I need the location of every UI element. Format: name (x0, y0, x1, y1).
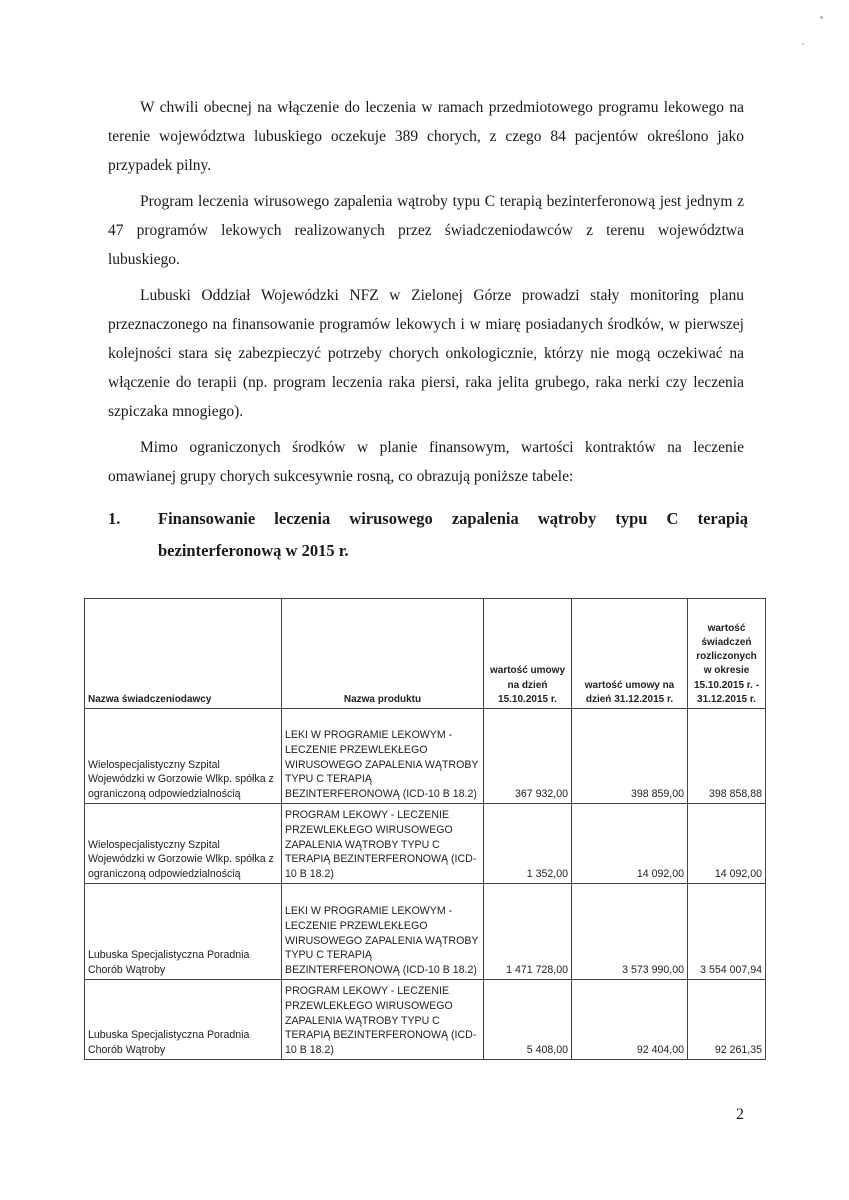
cell-product: LEKI W PROGRAMIE LEKOWYM - LECZENIE PRZEWLEKŁEGO WIRUSOWEGO ZAPALENIA WĄTROBY TYPU C TERAPIĄ BEZINTERFERONOWĄ (ICD-10 B 18.2) (282, 884, 484, 980)
scan-speck (820, 16, 823, 19)
section-title: Finansowanie leczenia wirusowego zapalenia wątroby typu C terapią bezinterferonową w 2015 r. (158, 509, 748, 560)
paragraph: Program leczenia wirusowego zapalenia wątroby typu C terapią bezinterferonową jest jednym z 47 programów lekowych realizowanych przez świadczeniodawców z terenu województwa lubuskiego. (108, 193, 744, 268)
paragraph: W chwili obecnej na włączenie do leczenia w ramach przedmiotowego programu lekowego na terenie województwa lubuskiego oczekuje 389 chorych, z czego 84 pacjentów określono jako przypadek pilny. (108, 99, 744, 174)
body-text (108, 93, 744, 498)
paragraph: Lubuski Oddział Wojewódzki NFZ w Zielonej Górze prowadzi stały monitoring planu przeznaczonego na finansowanie programów lekowych i w miarę posiadanych środków, w pierwszej kolejności stara się zabezpieczyć potrzeby chorych onkologicznie, którzy nie mogą oczekiwać na włączenie do terapii (np. program leczenia raka piersi, raka jelita grubego, raka nerki czy leczenia szpiczaka mnogiego). (108, 287, 744, 420)
table-row (85, 804, 766, 884)
cell-settled: 398 858,88 (688, 709, 766, 804)
table-row (85, 980, 766, 1060)
cell-provider: Wielospecjalistyczny Szpital Wojewódzki w Gorzowie Wlkp. spółka z ograniczoną odpowiedzialnością (85, 709, 282, 804)
header-settled: wartość świadczeń rozliczonych w okresie 15.10.2015 r. - 31.12.2015 r. (688, 599, 766, 709)
section-heading (108, 503, 748, 567)
cell-value-1510: 367 932,00 (484, 709, 572, 804)
cell-product: PROGRAM LEKOWY - LECZENIE PRZEWLEKŁEGO WIRUSOWEGO ZAPALENIA WĄTROBY TYPU C TERAPIĄ BEZINTERFERONOWĄ (ICD-10 B 18.2) (282, 804, 484, 884)
table-header-row (85, 599, 766, 709)
cell-value-3112: 398 859,00 (572, 709, 688, 804)
cell-provider: Lubuska Specjalistyczna Poradnia Chorób Wątroby (85, 980, 282, 1060)
cell-value-1510: 5 408,00 (484, 980, 572, 1060)
paragraph: Mimo ograniczonych środków w planie finansowym, wartości kontraktów na leczenie omawianej grupy chorych sukcesywnie rosną, co obrazują poniższe tabele: (108, 439, 744, 485)
cell-value-3112: 92 404,00 (572, 980, 688, 1060)
cell-provider: Lubuska Specjalistyczna Poradnia Chorób Wątroby (85, 884, 282, 980)
cell-value-1510: 1 471 728,00 (484, 884, 572, 980)
cell-product: LEKI W PROGRAMIE LEKOWYM - LECZENIE PRZEWLEKŁEGO WIRUSOWEGO ZAPALENIA WĄTROBY TYPU C TERAPIĄ BEZINTERFERONOWĄ (ICD-10 B 18.2) (282, 709, 484, 804)
cell-product: PROGRAM LEKOWY - LECZENIE PRZEWLEKŁEGO WIRUSOWEGO ZAPALENIA WĄTROBY TYPU C TERAPIĄ BEZINTERFERONOWĄ (ICD-10 B 18.2) (282, 980, 484, 1060)
table-row (85, 884, 766, 980)
table-row (85, 709, 766, 804)
header-provider: Nazwa świadczeniodawcy (85, 599, 282, 709)
page-number: 2 (736, 1106, 744, 1123)
cell-provider: Wielospecjalistyczny Szpital Wojewódzki w Gorzowie Wlkp. spółka z ograniczoną odpowiedzialnością (85, 804, 282, 884)
cell-settled: 92 261,35 (688, 980, 766, 1060)
header-value-1510: wartość umowy na dzień 15.10.2015 r. (484, 599, 572, 709)
financing-table (84, 598, 766, 1060)
cell-value-3112: 14 092,00 (572, 804, 688, 884)
cell-value-3112: 3 573 990,00 (572, 884, 688, 980)
cell-settled: 3 554 007,94 (688, 884, 766, 980)
header-product: Nazwa produktu (282, 599, 484, 709)
cell-settled: 14 092,00 (688, 804, 766, 884)
cell-value-1510: 1 352,00 (484, 804, 572, 884)
section-number: 1. (108, 509, 121, 528)
header-value-3112: wartość umowy na dzień 31.12.2015 r. (572, 599, 688, 709)
scan-speck (802, 43, 804, 45)
